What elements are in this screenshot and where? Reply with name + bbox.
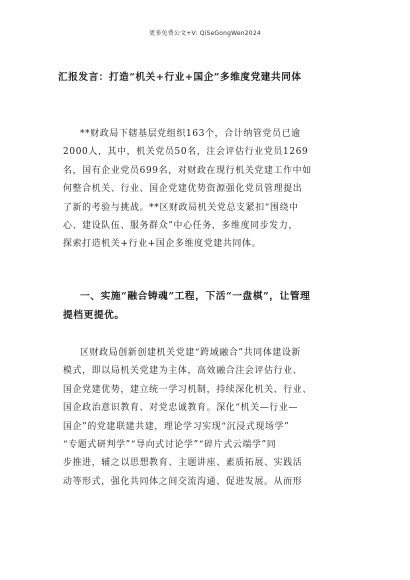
text-line: 心、建设队伍、服务群众”中心任务，多维度同步发力， bbox=[63, 221, 299, 232]
header-note: 更多免费公文+V: QiSeGongWen2024 bbox=[149, 30, 261, 37]
text-line: **财政局下辖基层党组织163个，合计纳管党员已逾 bbox=[80, 129, 301, 139]
text-line: 名，国有企业党员699名，对财政在现行机关党建工作中如 bbox=[63, 165, 312, 176]
text-line: 国企党建优势，建立统一学习机制，持续深化机关、行业、 bbox=[63, 384, 312, 395]
text-line: 何整合机关、行业、国企党建优势资源强化党员管理提出 bbox=[63, 184, 303, 195]
paragraph-intro bbox=[63, 125, 343, 254]
heading-line: 一、实施“融合铸魂”工程，下活“一盘棋”，让管理 bbox=[80, 291, 311, 302]
text-line: 动等形式，强化共同体之间交流沟通、促进发展。从而形 bbox=[63, 476, 303, 487]
document-title: 汇报发言：打造“机关+行业+国企”多维度党建共同体 bbox=[58, 72, 302, 83]
paragraph-section-one bbox=[63, 344, 343, 491]
text-line: 了新的考验与挑战。**区财政局机关党总支紧扣“围绕中 bbox=[63, 202, 299, 213]
text-line: 国企政治意识教育、对党忠诚教育。深化“机关—行业— bbox=[63, 403, 299, 414]
text-line: “专题式研判学”“导向式讨论学”“碎片式云端学”同 bbox=[63, 440, 277, 451]
text-line: 2000人，其中，机关党员50名，注会评估行业党员1269 bbox=[63, 147, 309, 158]
text-line: 探索打造机关+行业+国企多维度党建共同体。 bbox=[63, 239, 262, 250]
heading-line: 提档更提优。 bbox=[63, 310, 125, 321]
text-line: 步推进，辅之以思想教育、主题讲座、素质拓展、实践活 bbox=[63, 458, 303, 469]
text-line: 模式，即以局机关党建为主体，高效融合注会评估行业、 bbox=[63, 366, 303, 377]
section-heading bbox=[63, 287, 348, 325]
text-line: 区财政局创新创建机关党建“跨域融合”共同体建设新 bbox=[80, 348, 302, 358]
text-line: 国企”的党建联建共建，理论学习实现“沉浸式现场学” bbox=[63, 421, 290, 432]
